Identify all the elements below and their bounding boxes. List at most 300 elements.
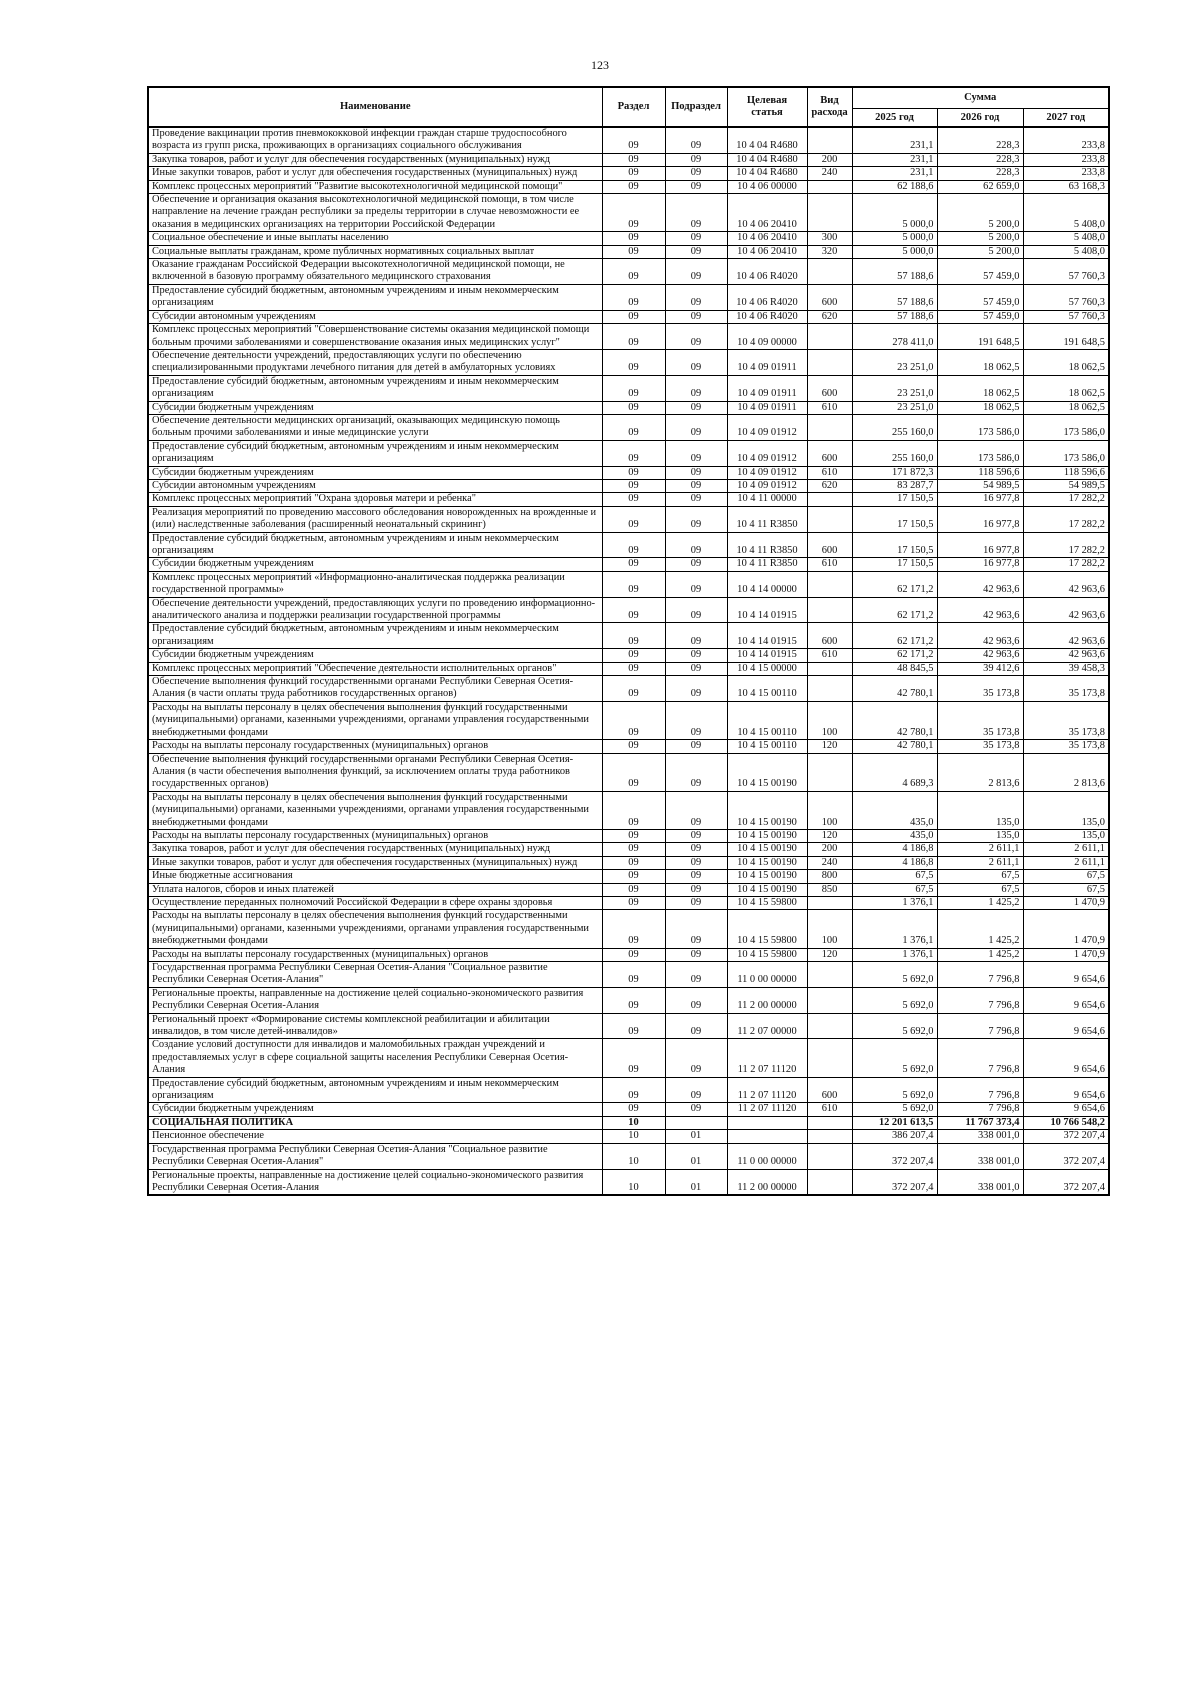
cell-2026: 2 611,1 — [937, 843, 1023, 856]
table-row — [148, 401, 1109, 414]
cell-2027: 1 470,9 — [1023, 910, 1109, 948]
table-row — [148, 324, 1109, 350]
cell-subsection: 01 — [665, 1130, 727, 1143]
cell-subsection: 09 — [665, 245, 727, 258]
table-row — [148, 153, 1109, 166]
cell-target: 11 2 07 11120 — [727, 1103, 807, 1116]
cell-2027: 372 207,4 — [1023, 1143, 1109, 1169]
cell-2025: 57 188,6 — [852, 259, 937, 285]
cell-target: 11 2 07 11120 — [727, 1077, 807, 1103]
cell-subsection: 09 — [665, 676, 727, 702]
cell-target: 10 4 15 59800 — [727, 896, 807, 909]
cell-target: 10 4 09 01912 — [727, 466, 807, 479]
table-row — [148, 440, 1109, 466]
cell-name: Обеспечение выполнения функций государственными органами Республики Северная Осетия-Алания (в части оплаты труда работников государственных органов) — [148, 676, 602, 702]
cell-target: 10 4 15 00190 — [727, 791, 807, 829]
cell-subsection: 09 — [665, 896, 727, 909]
cell-2025: 5 692,0 — [852, 1077, 937, 1103]
cell-subsection: 09 — [665, 883, 727, 896]
cell-expense-type: 850 — [807, 883, 852, 896]
cell-name: Комплекс процессных мероприятий "Обеспечение деятельности исполнительных органов" — [148, 662, 602, 675]
cell-target — [727, 1116, 807, 1129]
cell-2026: 16 977,8 — [937, 558, 1023, 571]
cell-name: Обеспечение деятельности медицинских организаций, оказывающих медицинскую помощь больным прочими заболеваниями и иные медицинские услуги — [148, 414, 602, 440]
cell-2027: 67,5 — [1023, 883, 1109, 896]
table-row — [148, 259, 1109, 285]
cell-target: 10 4 09 01911 — [727, 349, 807, 375]
cell-subsection: 09 — [665, 167, 727, 180]
cell-expense-type: 620 — [807, 479, 852, 492]
cell-section: 09 — [602, 479, 665, 492]
cell-section: 09 — [602, 284, 665, 310]
header-2025: 2025 год — [852, 109, 937, 128]
cell-2025: 5 692,0 — [852, 1039, 937, 1077]
cell-expense-type — [807, 676, 852, 702]
cell-2027: 17 282,2 — [1023, 493, 1109, 506]
cell-name: Уплата налогов, сборов и иных платежей — [148, 883, 602, 896]
cell-2025: 17 150,5 — [852, 506, 937, 532]
cell-2025: 231,1 — [852, 167, 937, 180]
cell-2027: 63 168,3 — [1023, 180, 1109, 193]
cell-target: 10 4 04 R4680 — [727, 153, 807, 166]
cell-2026: 228,3 — [937, 153, 1023, 166]
cell-2027: 57 760,3 — [1023, 259, 1109, 285]
table-row — [148, 310, 1109, 323]
cell-target: 10 4 11 00000 — [727, 493, 807, 506]
cell-2025: 5 000,0 — [852, 232, 937, 245]
cell-2025: 4 186,8 — [852, 843, 937, 856]
cell-2026: 57 459,0 — [937, 310, 1023, 323]
cell-section: 09 — [602, 910, 665, 948]
cell-2026: 16 977,8 — [937, 506, 1023, 532]
cell-target: 10 4 06 R4020 — [727, 259, 807, 285]
cell-section: 09 — [602, 167, 665, 180]
cell-2027: 5 408,0 — [1023, 232, 1109, 245]
cell-name: Субсидии бюджетным учреждениям — [148, 649, 602, 662]
cell-target: 10 4 09 01911 — [727, 401, 807, 414]
table-row — [148, 1077, 1109, 1103]
cell-2026: 18 062,5 — [937, 401, 1023, 414]
cell-name: Расходы на выплаты персоналу в целях обеспечения выполнения функций государственными (муниципальными) органами, казенными учреждениями, органами управления государственными внебюджетными фондами — [148, 791, 602, 829]
table-header — [148, 87, 1109, 127]
cell-2027: 135,0 — [1023, 791, 1109, 829]
cell-2026: 2 813,6 — [937, 753, 1023, 791]
cell-expense-type — [807, 127, 852, 153]
cell-section: 09 — [602, 245, 665, 258]
cell-expense-type: 100 — [807, 701, 852, 739]
cell-2025: 62 188,6 — [852, 180, 937, 193]
cell-expense-type — [807, 597, 852, 623]
table-row — [148, 1039, 1109, 1077]
cell-name: Комплекс процессных мероприятий "Совершенствование системы оказания медицинской помощи больным прочими заболеваниями и совершенствование оказания иных медицинских услуг" — [148, 324, 602, 350]
cell-2025: 386 207,4 — [852, 1130, 937, 1143]
cell-2026: 118 596,6 — [937, 466, 1023, 479]
header-sum: Сумма — [852, 87, 1109, 109]
table-row — [148, 701, 1109, 739]
cell-section: 09 — [602, 948, 665, 961]
cell-2027: 5 408,0 — [1023, 194, 1109, 232]
cell-expense-type: 610 — [807, 649, 852, 662]
table-body — [148, 127, 1109, 1195]
cell-subsection: 09 — [665, 310, 727, 323]
cell-2027: 17 282,2 — [1023, 506, 1109, 532]
cell-expense-type — [807, 194, 852, 232]
cell-expense-type: 600 — [807, 532, 852, 558]
cell-section: 10 — [602, 1169, 665, 1195]
cell-expense-type: 610 — [807, 1103, 852, 1116]
cell-expense-type — [807, 896, 852, 909]
cell-name: Расходы на выплаты персоналу государственных (муниципальных) органов — [148, 948, 602, 961]
cell-section: 09 — [602, 194, 665, 232]
cell-2025: 67,5 — [852, 870, 937, 883]
cell-expense-type — [807, 493, 852, 506]
cell-2027: 42 963,6 — [1023, 597, 1109, 623]
cell-section: 09 — [602, 558, 665, 571]
cell-2025: 171 872,3 — [852, 466, 937, 479]
table-row — [148, 896, 1109, 909]
cell-subsection: 09 — [665, 948, 727, 961]
cell-expense-type: 240 — [807, 856, 852, 869]
cell-target: 10 4 15 00110 — [727, 701, 807, 739]
table-row — [148, 414, 1109, 440]
cell-expense-type — [807, 962, 852, 988]
cell-target: 10 4 15 00110 — [727, 676, 807, 702]
cell-target: 11 0 00 00000 — [727, 1143, 807, 1169]
cell-2026: 338 001,0 — [937, 1130, 1023, 1143]
cell-target: 10 4 15 00000 — [727, 662, 807, 675]
cell-2025: 4 689,3 — [852, 753, 937, 791]
cell-subsection: 09 — [665, 479, 727, 492]
cell-subsection: 01 — [665, 1143, 727, 1169]
cell-expense-type — [807, 506, 852, 532]
cell-2027: 67,5 — [1023, 870, 1109, 883]
cell-name: Региональные проекты, направленные на достижение целей социально-экономического развития Республики Северная Осетия-Алания — [148, 1169, 602, 1195]
table-row — [148, 753, 1109, 791]
table-row — [148, 558, 1109, 571]
cell-2025: 4 186,8 — [852, 856, 937, 869]
cell-2025: 231,1 — [852, 153, 937, 166]
cell-expense-type — [807, 1039, 852, 1077]
cell-section: 09 — [602, 153, 665, 166]
cell-2026: 18 062,5 — [937, 375, 1023, 401]
cell-section: 09 — [602, 597, 665, 623]
cell-2025: 435,0 — [852, 791, 937, 829]
cell-2026: 57 459,0 — [937, 259, 1023, 285]
cell-2027: 118 596,6 — [1023, 466, 1109, 479]
cell-expense-type — [807, 1130, 852, 1143]
cell-name: Закупка товаров, работ и услуг для обеспечения государственных (муниципальных) нужд — [148, 153, 602, 166]
cell-2025: 48 845,5 — [852, 662, 937, 675]
cell-section: 09 — [602, 375, 665, 401]
cell-2027: 233,8 — [1023, 167, 1109, 180]
cell-subsection: 09 — [665, 401, 727, 414]
cell-name: Обеспечение выполнения функций государственными органами Республики Северная Осетия-Алания (в части обеспечения выполнения функций, за исключением оплаты труда работников государственных органов) — [148, 753, 602, 791]
cell-subsection: 09 — [665, 662, 727, 675]
cell-expense-type: 240 — [807, 167, 852, 180]
table-row — [148, 1116, 1109, 1129]
cell-2026: 135,0 — [937, 791, 1023, 829]
cell-section: 09 — [602, 259, 665, 285]
cell-name: Обеспечение и организация оказания высокотехнологичной медицинской помощи, в том числе направление на лечение граждан республики за пределы территории в случае невозможности ее оказания в медицинских организациях на территории Российской Федерации — [148, 194, 602, 232]
cell-expense-type — [807, 259, 852, 285]
cell-target: 11 2 00 00000 — [727, 987, 807, 1013]
cell-target: 11 2 00 00000 — [727, 1169, 807, 1195]
cell-section: 09 — [602, 349, 665, 375]
cell-subsection: 09 — [665, 597, 727, 623]
cell-name: Пенсионное обеспечение — [148, 1130, 602, 1143]
cell-2026: 7 796,8 — [937, 1103, 1023, 1116]
cell-2027: 372 207,4 — [1023, 1130, 1109, 1143]
cell-2026: 67,5 — [937, 883, 1023, 896]
cell-target: 11 0 00 00000 — [727, 962, 807, 988]
cell-section: 09 — [602, 623, 665, 649]
cell-expense-type — [807, 180, 852, 193]
cell-expense-type: 600 — [807, 623, 852, 649]
header-section: Раздел — [602, 87, 665, 127]
table-row — [148, 1143, 1109, 1169]
cell-target: 10 4 06 R4020 — [727, 284, 807, 310]
table-row — [148, 649, 1109, 662]
table-row — [148, 910, 1109, 948]
cell-expense-type: 320 — [807, 245, 852, 258]
cell-expense-type — [807, 571, 852, 597]
cell-name: Расходы на выплаты персоналу в целях обеспечения выполнения функций государственными (муниципальными) органами, казенными учреждениями, органами управления государственными внебюджетными фондами — [148, 910, 602, 948]
cell-2025: 255 160,0 — [852, 440, 937, 466]
table-row — [148, 1169, 1109, 1195]
cell-subsection: 09 — [665, 1103, 727, 1116]
cell-name: Предоставление субсидий бюджетным, автономным учреждениям и иным некоммерческим организациям — [148, 440, 602, 466]
cell-2026: 191 648,5 — [937, 324, 1023, 350]
cell-target: 10 4 06 00000 — [727, 180, 807, 193]
table-row — [148, 676, 1109, 702]
cell-target: 10 4 09 01911 — [727, 375, 807, 401]
cell-2027: 2 611,1 — [1023, 843, 1109, 856]
cell-name: Субсидии бюджетным учреждениям — [148, 1103, 602, 1116]
cell-subsection: 09 — [665, 259, 727, 285]
cell-section: 09 — [602, 310, 665, 323]
cell-2025: 17 150,5 — [852, 532, 937, 558]
cell-target: 10 4 09 01912 — [727, 479, 807, 492]
cell-2025: 62 171,2 — [852, 597, 937, 623]
cell-target: 10 4 14 01915 — [727, 597, 807, 623]
cell-2027: 9 654,6 — [1023, 987, 1109, 1013]
cell-2026: 35 173,8 — [937, 701, 1023, 739]
cell-expense-type — [807, 1013, 852, 1039]
cell-2027: 233,8 — [1023, 153, 1109, 166]
cell-2026: 54 989,5 — [937, 479, 1023, 492]
cell-expense-type — [807, 1169, 852, 1195]
cell-2025: 57 188,6 — [852, 284, 937, 310]
table-row — [148, 987, 1109, 1013]
cell-target: 10 4 11 R3850 — [727, 558, 807, 571]
cell-2027: 2 611,1 — [1023, 856, 1109, 869]
header-2026: 2026 год — [937, 109, 1023, 128]
cell-name: Социальное обеспечение и иные выплаты населению — [148, 232, 602, 245]
table-row — [148, 284, 1109, 310]
cell-subsection: 09 — [665, 232, 727, 245]
cell-expense-type: 200 — [807, 843, 852, 856]
cell-target: 10 4 15 59800 — [727, 910, 807, 948]
cell-2026: 57 459,0 — [937, 284, 1023, 310]
cell-section: 09 — [602, 232, 665, 245]
cell-2025: 23 251,0 — [852, 375, 937, 401]
cell-name: Субсидии автономным учреждениям — [148, 310, 602, 323]
cell-name: Иные бюджетные ассигнования — [148, 870, 602, 883]
cell-subsection: 09 — [665, 375, 727, 401]
cell-subsection: 09 — [665, 284, 727, 310]
cell-2027: 173 586,0 — [1023, 414, 1109, 440]
table-row — [148, 245, 1109, 258]
cell-2025: 5 000,0 — [852, 245, 937, 258]
cell-name: Иные закупки товаров, работ и услуг для обеспечения государственных (муниципальных) нужд — [148, 167, 602, 180]
table-row — [148, 829, 1109, 842]
header-2027: 2027 год — [1023, 109, 1109, 128]
cell-section: 09 — [602, 493, 665, 506]
cell-section: 09 — [602, 753, 665, 791]
cell-subsection: 09 — [665, 856, 727, 869]
cell-section: 09 — [602, 883, 665, 896]
table-row — [148, 597, 1109, 623]
cell-name: Осуществление переданных полномочий Российской Федерации в сфере охраны здоровья — [148, 896, 602, 909]
cell-2027: 2 813,6 — [1023, 753, 1109, 791]
cell-section: 09 — [602, 701, 665, 739]
cell-2027: 17 282,2 — [1023, 558, 1109, 571]
cell-subsection: 09 — [665, 829, 727, 842]
cell-2027: 42 963,6 — [1023, 571, 1109, 597]
cell-2027: 173 586,0 — [1023, 440, 1109, 466]
cell-2027: 57 760,3 — [1023, 284, 1109, 310]
header-target: Целевая статья — [727, 87, 807, 127]
cell-subsection: 09 — [665, 1077, 727, 1103]
cell-name: Региональные проекты, направленные на достижение целей социально-экономического развития Республики Северная Осетия-Алания — [148, 987, 602, 1013]
cell-name: Закупка товаров, работ и услуг для обеспечения государственных (муниципальных) нужд — [148, 843, 602, 856]
cell-name: Оказание гражданам Российской Федерации высокотехнологичной медицинской помощи, не включенной в базовую программу обязательного медицинского страхования — [148, 259, 602, 285]
cell-name: Комплекс процессных мероприятий «Информационно-аналитическая поддержка реализации государственной программы» — [148, 571, 602, 597]
table-row — [148, 466, 1109, 479]
cell-section: 09 — [602, 987, 665, 1013]
cell-name: Предоставление субсидий бюджетным, автономным учреждениям и иным некоммерческим организациям — [148, 284, 602, 310]
cell-2027: 42 963,6 — [1023, 623, 1109, 649]
cell-name: Иные закупки товаров, работ и услуг для обеспечения государственных (муниципальных) нужд — [148, 856, 602, 869]
cell-expense-type: 610 — [807, 558, 852, 571]
cell-expense-type: 120 — [807, 948, 852, 961]
cell-2027: 39 458,3 — [1023, 662, 1109, 675]
cell-2026: 7 796,8 — [937, 987, 1023, 1013]
table-row — [148, 791, 1109, 829]
cell-subsection: 09 — [665, 910, 727, 948]
cell-name: Предоставление субсидий бюджетным, автономным учреждениям и иным некоммерческим организациям — [148, 532, 602, 558]
table-row — [148, 232, 1109, 245]
cell-name: Комплекс процессных мероприятий "Развитие высокотехнологичной медицинской помощи" — [148, 180, 602, 193]
table-row — [148, 856, 1109, 869]
cell-2026: 16 977,8 — [937, 532, 1023, 558]
cell-2025: 62 171,2 — [852, 571, 937, 597]
cell-2025: 372 207,4 — [852, 1143, 937, 1169]
cell-target: 10 4 15 00190 — [727, 829, 807, 842]
cell-2026: 338 001,0 — [937, 1169, 1023, 1195]
cell-section: 09 — [602, 571, 665, 597]
cell-subsection: 09 — [665, 740, 727, 753]
cell-subsection: 09 — [665, 623, 727, 649]
cell-2025: 5 692,0 — [852, 987, 937, 1013]
cell-section: 09 — [602, 414, 665, 440]
cell-section: 09 — [602, 740, 665, 753]
table-row — [148, 948, 1109, 961]
cell-expense-type: 100 — [807, 791, 852, 829]
cell-2025: 255 160,0 — [852, 414, 937, 440]
cell-target: 10 4 09 00000 — [727, 324, 807, 350]
cell-2026: 135,0 — [937, 829, 1023, 842]
cell-target: 10 4 11 R3850 — [727, 506, 807, 532]
cell-expense-type — [807, 324, 852, 350]
cell-target: 10 4 04 R4680 — [727, 167, 807, 180]
cell-2027: 9 654,6 — [1023, 962, 1109, 988]
cell-subsection: 09 — [665, 440, 727, 466]
cell-name: Проведение вакцинации против пневмококковой инфекции граждан старше трудоспособного возраста из групп риска, проживающих в организациях социального обслуживания — [148, 127, 602, 153]
cell-target: 10 4 06 R4020 — [727, 310, 807, 323]
cell-name: Расходы на выплаты персоналу государственных (муниципальных) органов — [148, 829, 602, 842]
cell-target: 10 4 09 01912 — [727, 440, 807, 466]
cell-2026: 42 963,6 — [937, 571, 1023, 597]
cell-section: 10 — [602, 1130, 665, 1143]
cell-2025: 278 411,0 — [852, 324, 937, 350]
cell-2027: 18 062,5 — [1023, 375, 1109, 401]
cell-target: 10 4 04 R4680 — [727, 127, 807, 153]
cell-name: Реализация мероприятий по проведению массового обследования новорожденных на врожденные и (или) наследственные заболевания (расширенный неонатальный скрининг) — [148, 506, 602, 532]
cell-name: СОЦИАЛЬНАЯ ПОЛИТИКА — [148, 1116, 602, 1129]
cell-section: 09 — [602, 1103, 665, 1116]
table-row — [148, 623, 1109, 649]
cell-2025: 67,5 — [852, 883, 937, 896]
cell-2027: 57 760,3 — [1023, 310, 1109, 323]
cell-2026: 7 796,8 — [937, 1039, 1023, 1077]
cell-2026: 7 796,8 — [937, 1077, 1023, 1103]
cell-name: Расходы на выплаты персоналу в целях обеспечения выполнения функций государственными (муниципальными) органами, казенными учреждениями, органами управления государственными внебюджетными фондами — [148, 701, 602, 739]
cell-2026: 2 611,1 — [937, 856, 1023, 869]
cell-2025: 5 692,0 — [852, 1013, 937, 1039]
cell-subsection: 01 — [665, 1169, 727, 1195]
cell-target: 10 4 15 00190 — [727, 856, 807, 869]
cell-name: Субсидии автономным учреждениям — [148, 479, 602, 492]
table-row — [148, 493, 1109, 506]
cell-2026: 1 425,2 — [937, 910, 1023, 948]
cell-target: 10 4 14 01915 — [727, 623, 807, 649]
cell-2026: 228,3 — [937, 167, 1023, 180]
cell-expense-type: 120 — [807, 829, 852, 842]
table-row — [148, 883, 1109, 896]
cell-target: 10 4 14 00000 — [727, 571, 807, 597]
cell-2026: 39 412,6 — [937, 662, 1023, 675]
cell-section: 10 — [602, 1116, 665, 1129]
cell-2026: 5 200,0 — [937, 232, 1023, 245]
cell-2027: 17 282,2 — [1023, 532, 1109, 558]
cell-subsection: 09 — [665, 180, 727, 193]
cell-2027: 9 654,6 — [1023, 1077, 1109, 1103]
cell-2027: 10 766 548,2 — [1023, 1116, 1109, 1129]
table-row — [148, 375, 1109, 401]
cell-subsection: 09 — [665, 987, 727, 1013]
cell-expense-type: 600 — [807, 1077, 852, 1103]
cell-subsection: 09 — [665, 324, 727, 350]
cell-2025: 23 251,0 — [852, 349, 937, 375]
cell-section: 09 — [602, 791, 665, 829]
table-row — [148, 1013, 1109, 1039]
cell-2027: 54 989,5 — [1023, 479, 1109, 492]
cell-2025: 5 000,0 — [852, 194, 937, 232]
cell-2025: 12 201 613,5 — [852, 1116, 937, 1129]
cell-target: 10 4 06 20410 — [727, 245, 807, 258]
header-name: Наименование — [148, 87, 602, 127]
